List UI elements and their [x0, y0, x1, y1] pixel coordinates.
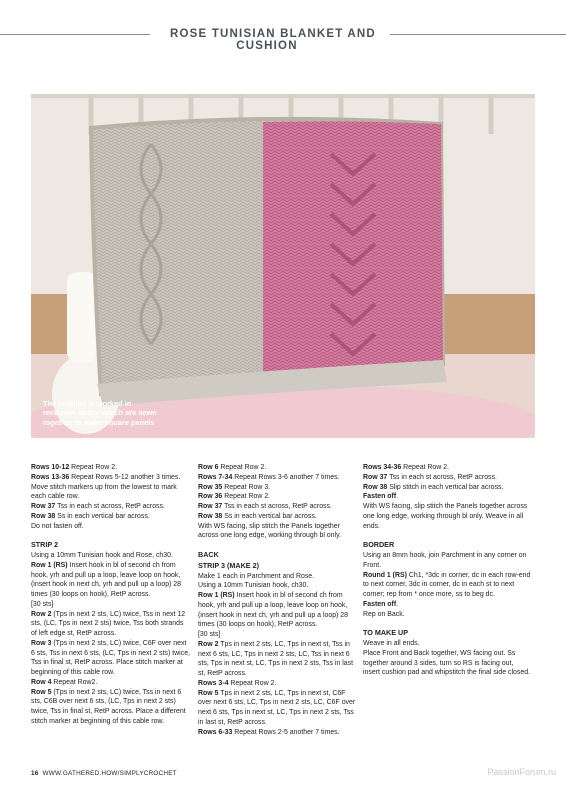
instruction-text: .: [396, 600, 399, 608]
instruction-line: [198, 728, 358, 738]
instruction-line: [363, 463, 531, 473]
instruction-line: [31, 678, 191, 688]
instruction-text: Repeat Rows 3-6 another 7 times.: [232, 473, 340, 481]
instruction-lead: Row 37: [31, 503, 56, 510]
instruction-lead: Row 2: [31, 610, 52, 618]
instruction-text: Tps in next 2 sts, LC, Tps in next st, C6F over next 6 sts, LC, Tps in next 2 sts, LC, C6F over next 6 sts, Tps in next st, LC, Tps in next 2 sts, Tss in last st, RetP across.: [198, 689, 356, 726]
section-heading: BORDER: [363, 540, 395, 550]
watermark: PassionForum.ru: [487, 767, 556, 777]
instruction-lead: Fasten off: [363, 600, 397, 608]
instruction-text: Using an 8mm hook, join Parchment in any corner on Front.: [363, 552, 527, 569]
instruction-text: Ch1, *3dc in corner, dc in each row-end to next corner, 3dc in corner, dc in each st to next corner; rep from * once more, ss to beg dc.: [363, 571, 531, 598]
instruction-text: Repeat Row 2.: [69, 464, 118, 471]
instruction-lead: Row 2: [198, 640, 219, 648]
instruction-text: Make 1 each in Parchment and Rose.: [198, 572, 315, 580]
instruction-line: [31, 561, 191, 600]
instruction-text: Ss in each vertical bar across.: [55, 512, 150, 520]
instruction-text: Do not fasten off.: [31, 522, 84, 530]
instruction-line: [31, 688, 191, 727]
instruction-text: [30 sts]: [31, 600, 54, 608]
instruction-line: [198, 483, 358, 493]
instruction-line: [198, 630, 358, 640]
instruction-line: [198, 522, 358, 542]
header-title-text: ROSE TUNISIAN BLANKET AND CUSHION: [164, 28, 376, 52]
instruction-text: Repeat Rows 5-12 another 3 times. Move stitch markers up from the lowest to mark each cable row.: [31, 473, 181, 501]
instruction-text: Rep on Back.: [363, 610, 405, 618]
instruction-lead: Row 3: [31, 639, 52, 647]
section-heading: STRIP 3 (MAKE 2): [198, 560, 259, 570]
instruction-text: Tss in each st across, RetP across.: [55, 503, 165, 510]
instruction-text: Insert hook in bl of second ch from hook, yrh and pull up a loop, leave loop on hook, (insert hook in next ch, yrh and pull up a loop) 28 times (30 loops on hook), RetP across.: [198, 592, 349, 629]
instruction-line: [198, 492, 358, 502]
instruction-lead: Row 1 (RS): [198, 592, 235, 599]
instruction-text: Repeat Row 2.: [401, 464, 450, 471]
instruction-text: Repeat Row 3.: [222, 483, 271, 491]
instruction-text: Repeat Row 2.: [222, 493, 271, 501]
instruction-line: [363, 639, 531, 649]
instruction-line: [198, 640, 358, 679]
instructions-column-2: [198, 463, 358, 737]
instruction-line: [198, 512, 358, 522]
section-heading: STRIP 2: [31, 540, 59, 550]
instruction-text: (Tps in next 2 sts, LC) twice, C6F over next 6 sts, Tss in next 6 sts, (LC, Tps in next 2 sts) twice, Tss in final st, RetP across. Place stitch marker at beginning of this cable row.: [31, 639, 190, 676]
instruction-text: (Tps in next 2 sts, LC) twice, Tss in next 12 sts, (LC, Tps in next 2 sts) twice, Tss both strands of left edge st, RetP across.: [31, 610, 186, 637]
instruction-line: [198, 572, 358, 582]
instruction-line: [363, 600, 531, 610]
instruction-line: [31, 610, 191, 639]
instruction-line: [31, 502, 191, 512]
instruction-lead: Row 5: [198, 689, 219, 697]
instruction-line: [198, 679, 358, 689]
instruction-text: [30 sts]: [198, 631, 221, 638]
instruction-line: [363, 571, 531, 600]
instruction-lead: Row 6: [198, 464, 219, 471]
instruction-text: Tps in next 2 sts, LC, Tps in next st, Tss in next 6 sts, LC, Tps in next 2 sts, LC, Tss in next 6 sts, Tps in next st, LC, Tps in next 2 sts, Tss in last st, RetP across.: [198, 640, 353, 677]
instruction-text: Repeat Row 2.: [228, 679, 277, 687]
instruction-line: [31, 639, 191, 678]
instruction-line: [31, 551, 191, 561]
instructions-column-1: [31, 463, 191, 727]
instruction-lead: Row 37: [363, 473, 388, 481]
cushion-photo: [31, 94, 535, 438]
cushion-illustration: [31, 94, 535, 438]
instruction-lead: Row 37: [198, 503, 223, 510]
instruction-lead: Rows 13-36: [31, 473, 70, 481]
instruction-text: Using a 10mm Tunisian hook and Rose, ch30.: [31, 552, 173, 559]
instruction-line: [363, 502, 531, 531]
instruction-lead: Round 1 (RS): [363, 571, 407, 579]
instruction-line: [363, 610, 531, 620]
instruction-text: Insert hook in bl of second ch from hook, yrh and pull up a loop, leave loop on hook, (insert hook in next ch, yrh and pull up a loop) 28 times (30 loops on hook), RetP across.: [31, 561, 182, 598]
page-footer: [31, 770, 177, 777]
instruction-text: With WS facing, slip stitch the Panels together across one long edge, working through bl only.: [198, 522, 341, 540]
instruction-lead: Rows 6-33: [198, 728, 233, 736]
instruction-line: [31, 522, 191, 532]
instruction-lead: Row 5: [31, 688, 52, 696]
instruction-line: [31, 463, 191, 473]
instruction-line: [198, 581, 358, 591]
instruction-line: [363, 483, 531, 493]
instruction-line: [31, 473, 191, 502]
instruction-lead: Row 4: [31, 678, 52, 686]
instruction-lead: Row 38: [31, 512, 56, 520]
instruction-text: Repeat Row2.: [51, 678, 98, 686]
instruction-line: [363, 473, 531, 483]
page-number: 16: [31, 770, 39, 777]
instruction-text: Using a 10mm Tunisian hook, ch30.: [198, 582, 309, 590]
instructions-column-3: [363, 463, 531, 678]
instruction-lead: Rows 10-12: [31, 464, 70, 471]
instruction-line: [31, 512, 191, 522]
instruction-text: Slip stitch in each vertical bar across.: [387, 483, 504, 491]
instruction-lead: Row 1 (RS): [31, 561, 68, 569]
instruction-lead: Rows 7-34: [198, 473, 233, 481]
page-header-title: [150, 26, 390, 52]
instruction-line: [198, 591, 358, 630]
instruction-text: Tss in each st across, RetP across.: [387, 473, 497, 481]
instruction-text: (Tps in next 2 sts, LC) twice, Tss in next 6 sts, C6B over next 6 sts, (LC, Tps in next 2 sts) twice, Tss in final st, RetP across. Place a different stitch marker at beginning of this cable row.: [31, 688, 186, 725]
instruction-lead: Rows 3-4: [198, 679, 229, 687]
instruction-line: [363, 551, 531, 571]
instruction-text: Repeat Rows 2-5 another 7 times.: [232, 728, 340, 736]
instruction-line: [31, 600, 191, 610]
instruction-text: Tss in each st across, RetP across.: [222, 503, 332, 510]
photo-caption: The cushion is worked in rectangle strips, which are sewn together to make square panels: [43, 398, 157, 428]
instruction-text: Repeat Row 2.: [218, 464, 267, 471]
instruction-lead: Row 36: [198, 493, 223, 501]
footer-url[interactable]: WWW.GATHERED.HOW/SIMPLYCROCHET: [42, 770, 177, 777]
instruction-lead: Rows 34-36: [363, 464, 402, 471]
instruction-lead: Row 35: [198, 483, 223, 491]
section-heading: BACK: [198, 550, 219, 559]
instruction-line: [363, 649, 531, 678]
instruction-text: Weave in all ends.: [363, 640, 420, 647]
instruction-line: [198, 502, 358, 512]
instruction-lead: Fasten off: [363, 493, 397, 501]
instruction-line: [363, 492, 531, 502]
instruction-line: [198, 473, 358, 483]
instruction-lead: Row 38: [198, 512, 223, 520]
instruction-line: [198, 463, 358, 473]
instruction-lead: Row 38: [363, 483, 388, 491]
instruction-text: With WS facing, slip stitch the Panels together across one long edge, working through bl only. Weave in all ends.: [363, 503, 528, 530]
section-heading: TO MAKE UP: [363, 628, 408, 638]
instruction-text: .: [396, 493, 399, 501]
instruction-text: Ss in each vertical bar across.: [222, 512, 317, 520]
instruction-text: Place Front and Back together, WS facing out. Ss together around 3 sides, turn so RS is facing out, insert cushion pad and whipstitch the final side closed.: [363, 649, 530, 677]
instruction-line: [198, 689, 358, 728]
